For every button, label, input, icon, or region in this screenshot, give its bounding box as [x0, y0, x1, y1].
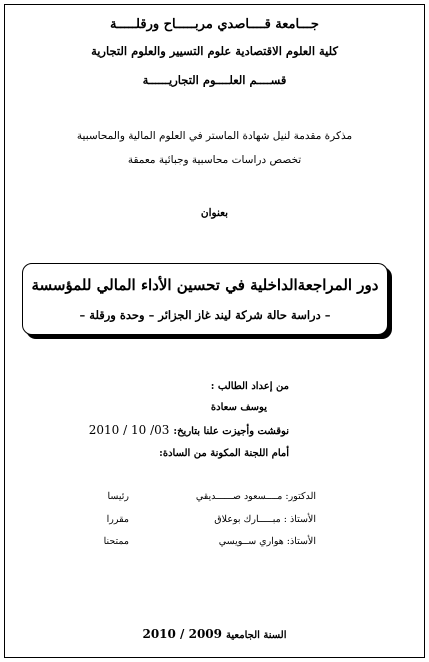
jury-member-2-name: الأستاذ : مبـــــارك بوعلاق: [214, 514, 316, 525]
academic-year-row: [0, 627, 429, 641]
title-box: [22, 263, 388, 335]
thesis-specialty: تخصص دراسات محاسبية وجبائية معمقة: [127, 154, 302, 166]
jury-member-3-name: الأستاذ: هواري ســويسي: [218, 536, 316, 547]
jury-label: أمام اللجنة المكونة من السادة:: [159, 448, 289, 459]
thesis-subtitle: – دراسة حالة شركة ليند غاز الجزائر – وحدة ورقلة –: [79, 308, 331, 322]
student-name: يوسف سعادة: [210, 402, 267, 413]
jury-member-1-name: الدكتور: مــــسعود صــــــديقي: [195, 491, 316, 502]
faculty-name: كلية العلوم الاقتصادية علوم التسيير والعلوم التجارية: [91, 44, 338, 58]
defense-date: 2010 / 10 /03: [88, 423, 170, 437]
prepared-by-label: من إعداد الطالب :: [210, 381, 289, 392]
jury-member-3-role: ممتحنا: [103, 536, 129, 547]
defense-date-row: [89, 423, 289, 437]
defense-label: نوقشت وأجيزت علنا بتاريخ:: [173, 426, 289, 437]
jury-member-1-role: رئيسا: [107, 491, 129, 502]
thesis-title: دور المراجعةالداخلية في تحسين الأداء المالي للمؤسسة: [31, 276, 379, 294]
thesis-purpose: مذكرة مقدمة لنيل شهادة الماستر في العلوم المالية والمحاسبية: [76, 130, 353, 142]
university-name: جـــامعة قــــاصدي مربـــــاح ورقلـــــة: [110, 17, 319, 32]
titled-label: بعنوان: [200, 207, 229, 219]
department-name: قســــم العلــــوم التجاريــــــة: [142, 73, 287, 87]
academic-year-label: السنة الجامعية: [226, 630, 287, 641]
jury-member-2-role: مقررا: [106, 514, 129, 525]
academic-year-value: 2010 / 2009: [142, 627, 223, 641]
